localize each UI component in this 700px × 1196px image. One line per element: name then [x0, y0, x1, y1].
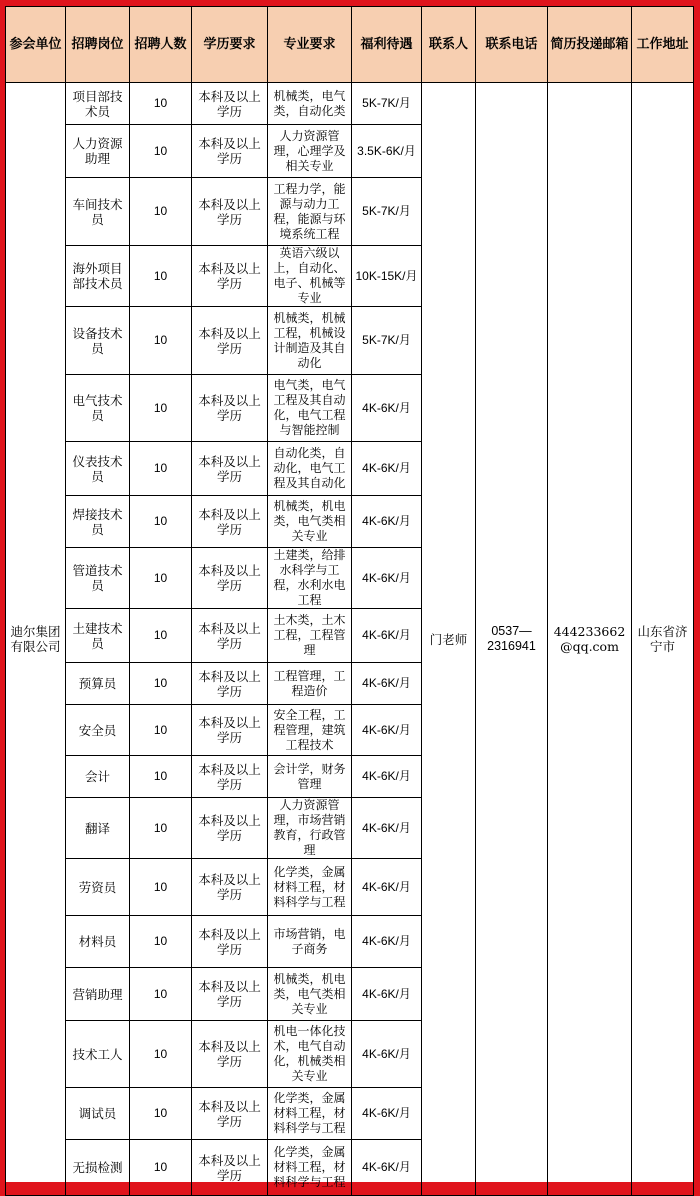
header-major: 专业要求 — [268, 7, 352, 83]
position-cell: 焊接技术员 — [66, 496, 130, 548]
position-cell: 仪表技术员 — [66, 442, 130, 496]
position-cell: 海外项目部技术员 — [66, 246, 130, 307]
count-cell: 10 — [130, 916, 192, 968]
contact-cell: 门老师 — [422, 83, 476, 1196]
education-cell: 本科及以上学历 — [192, 705, 268, 756]
header-email: 简历投递邮箱 — [548, 7, 632, 83]
count-cell: 10 — [130, 663, 192, 705]
welfare-cell: 4K-6K/月 — [352, 663, 422, 705]
email-cell: 444233662@qq.com — [548, 83, 632, 1196]
header-address: 工作地址 — [632, 7, 694, 83]
count-cell: 10 — [130, 442, 192, 496]
count-cell: 10 — [130, 968, 192, 1021]
education-cell: 本科及以上学历 — [192, 609, 268, 663]
header-row — [6, 7, 694, 83]
count-cell: 10 — [130, 705, 192, 756]
position-cell: 土建技术员 — [66, 609, 130, 663]
major-cell: 化学类，金属材料工程，材料科学与工程 — [268, 1140, 352, 1196]
position-cell: 车间技术员 — [66, 178, 130, 246]
education-cell: 本科及以上学历 — [192, 375, 268, 442]
major-cell: 工程力学，能源与动力工程，能源与环境系统工程 — [268, 178, 352, 246]
count-cell: 10 — [130, 246, 192, 307]
major-cell: 机械类，机电类，电气类相关专业 — [268, 968, 352, 1021]
welfare-cell: 4K-6K/月 — [352, 442, 422, 496]
position-cell: 无损检测 — [66, 1140, 130, 1196]
position-cell: 劳资员 — [66, 859, 130, 916]
position-cell: 项目部技术员 — [66, 83, 130, 125]
position-cell: 营销助理 — [66, 968, 130, 1021]
position-cell: 管道技术员 — [66, 548, 130, 609]
count-cell: 10 — [130, 496, 192, 548]
position-cell: 安全员 — [66, 705, 130, 756]
welfare-cell: 4K-6K/月 — [352, 1021, 422, 1088]
major-cell: 工程管理，工程造价 — [268, 663, 352, 705]
welfare-cell: 4K-6K/月 — [352, 705, 422, 756]
major-cell: 市场营销，电子商务 — [268, 916, 352, 968]
job-listing-sheet — [5, 6, 693, 1189]
major-cell: 机械类，机电类，电气类相关专业 — [268, 496, 352, 548]
education-cell: 本科及以上学历 — [192, 442, 268, 496]
major-cell: 机械类，电气类，自动化类 — [268, 83, 352, 125]
education-cell: 本科及以上学历 — [192, 1021, 268, 1088]
major-cell: 机电一体化技术，电气自动化，机械类相关专业 — [268, 1021, 352, 1088]
position-cell: 人力资源助理 — [66, 125, 130, 178]
table-row — [6, 83, 694, 125]
major-cell: 人力资源管理，市场营销教育，行政管理 — [268, 798, 352, 859]
count-cell: 10 — [130, 178, 192, 246]
header-count: 招聘人数 — [130, 7, 192, 83]
count-cell: 10 — [130, 375, 192, 442]
welfare-cell: 4K-6K/月 — [352, 548, 422, 609]
header-contact: 联系人 — [422, 7, 476, 83]
welfare-cell: 4K-6K/月 — [352, 1140, 422, 1196]
header-phone: 联系电话 — [476, 7, 548, 83]
major-cell: 机械类，机械工程，机械设计制造及其自动化 — [268, 307, 352, 375]
welfare-cell: 4K-6K/月 — [352, 756, 422, 798]
major-cell: 人力资源管理，心理学及相关专业 — [268, 125, 352, 178]
education-cell: 本科及以上学历 — [192, 496, 268, 548]
welfare-cell: 4K-6K/月 — [352, 798, 422, 859]
education-cell: 本科及以上学历 — [192, 1088, 268, 1140]
major-cell: 化学类，金属材料工程，材料科学与工程 — [268, 859, 352, 916]
position-cell: 材料员 — [66, 916, 130, 968]
education-cell: 本科及以上学历 — [192, 246, 268, 307]
welfare-cell: 5K-7K/月 — [352, 307, 422, 375]
position-cell: 调试员 — [66, 1088, 130, 1140]
welfare-cell: 4K-6K/月 — [352, 375, 422, 442]
welfare-cell: 4K-6K/月 — [352, 859, 422, 916]
recruitment-table — [5, 6, 694, 1196]
address-cell: 山东省济宁市 — [632, 83, 694, 1196]
position-cell: 技术工人 — [66, 1021, 130, 1088]
education-cell: 本科及以上学历 — [192, 307, 268, 375]
education-cell: 本科及以上学历 — [192, 798, 268, 859]
header-welfare: 福利待遇 — [352, 7, 422, 83]
position-cell: 设备技术员 — [66, 307, 130, 375]
major-cell: 英语六级以上，自动化、电子、机械等专业 — [268, 246, 352, 307]
count-cell: 10 — [130, 756, 192, 798]
major-cell: 安全工程，工程管理，建筑工程技术 — [268, 705, 352, 756]
phone-cell: 0537—2316941 — [476, 83, 548, 1196]
welfare-cell: 3.5K-6K/月 — [352, 125, 422, 178]
welfare-cell: 4K-6K/月 — [352, 968, 422, 1021]
position-cell: 电气技术员 — [66, 375, 130, 442]
education-cell: 本科及以上学历 — [192, 916, 268, 968]
position-cell: 会计 — [66, 756, 130, 798]
welfare-cell: 4K-6K/月 — [352, 1088, 422, 1140]
education-cell: 本科及以上学历 — [192, 125, 268, 178]
education-cell: 本科及以上学历 — [192, 663, 268, 705]
major-cell: 土建类，给排水科学与工程，水利水电工程 — [268, 548, 352, 609]
education-cell: 本科及以上学历 — [192, 968, 268, 1021]
welfare-cell: 5K-7K/月 — [352, 178, 422, 246]
count-cell: 10 — [130, 609, 192, 663]
education-cell: 本科及以上学历 — [192, 756, 268, 798]
welfare-cell: 4K-6K/月 — [352, 496, 422, 548]
count-cell: 10 — [130, 859, 192, 916]
major-cell: 会计学，财务管理 — [268, 756, 352, 798]
header-education: 学历要求 — [192, 7, 268, 83]
welfare-cell: 4K-6K/月 — [352, 609, 422, 663]
welfare-cell: 5K-7K/月 — [352, 83, 422, 125]
count-cell: 10 — [130, 83, 192, 125]
company-cell: 迪尔集团有限公司 — [6, 83, 66, 1196]
count-cell: 10 — [130, 1140, 192, 1196]
count-cell: 10 — [130, 307, 192, 375]
welfare-cell: 4K-6K/月 — [352, 916, 422, 968]
major-cell: 自动化类，自动化，电气工程及其自动化 — [268, 442, 352, 496]
major-cell: 电气类，电气工程及其自动化，电气工程与智能控制 — [268, 375, 352, 442]
welfare-cell: 10K-15K/月 — [352, 246, 422, 307]
major-cell: 土木类，土木工程，工程管理 — [268, 609, 352, 663]
count-cell: 10 — [130, 1021, 192, 1088]
education-cell: 本科及以上学历 — [192, 1140, 268, 1196]
count-cell: 10 — [130, 548, 192, 609]
education-cell: 本科及以上学历 — [192, 83, 268, 125]
header-position: 招聘岗位 — [66, 7, 130, 83]
education-cell: 本科及以上学历 — [192, 859, 268, 916]
position-cell: 翻译 — [66, 798, 130, 859]
position-cell: 预算员 — [66, 663, 130, 705]
count-cell: 10 — [130, 125, 192, 178]
education-cell: 本科及以上学历 — [192, 178, 268, 246]
count-cell: 10 — [130, 1088, 192, 1140]
education-cell: 本科及以上学历 — [192, 548, 268, 609]
header-company: 参会单位 — [6, 7, 66, 83]
major-cell: 化学类，金属材料工程，材料科学与工程 — [268, 1088, 352, 1140]
count-cell: 10 — [130, 798, 192, 859]
